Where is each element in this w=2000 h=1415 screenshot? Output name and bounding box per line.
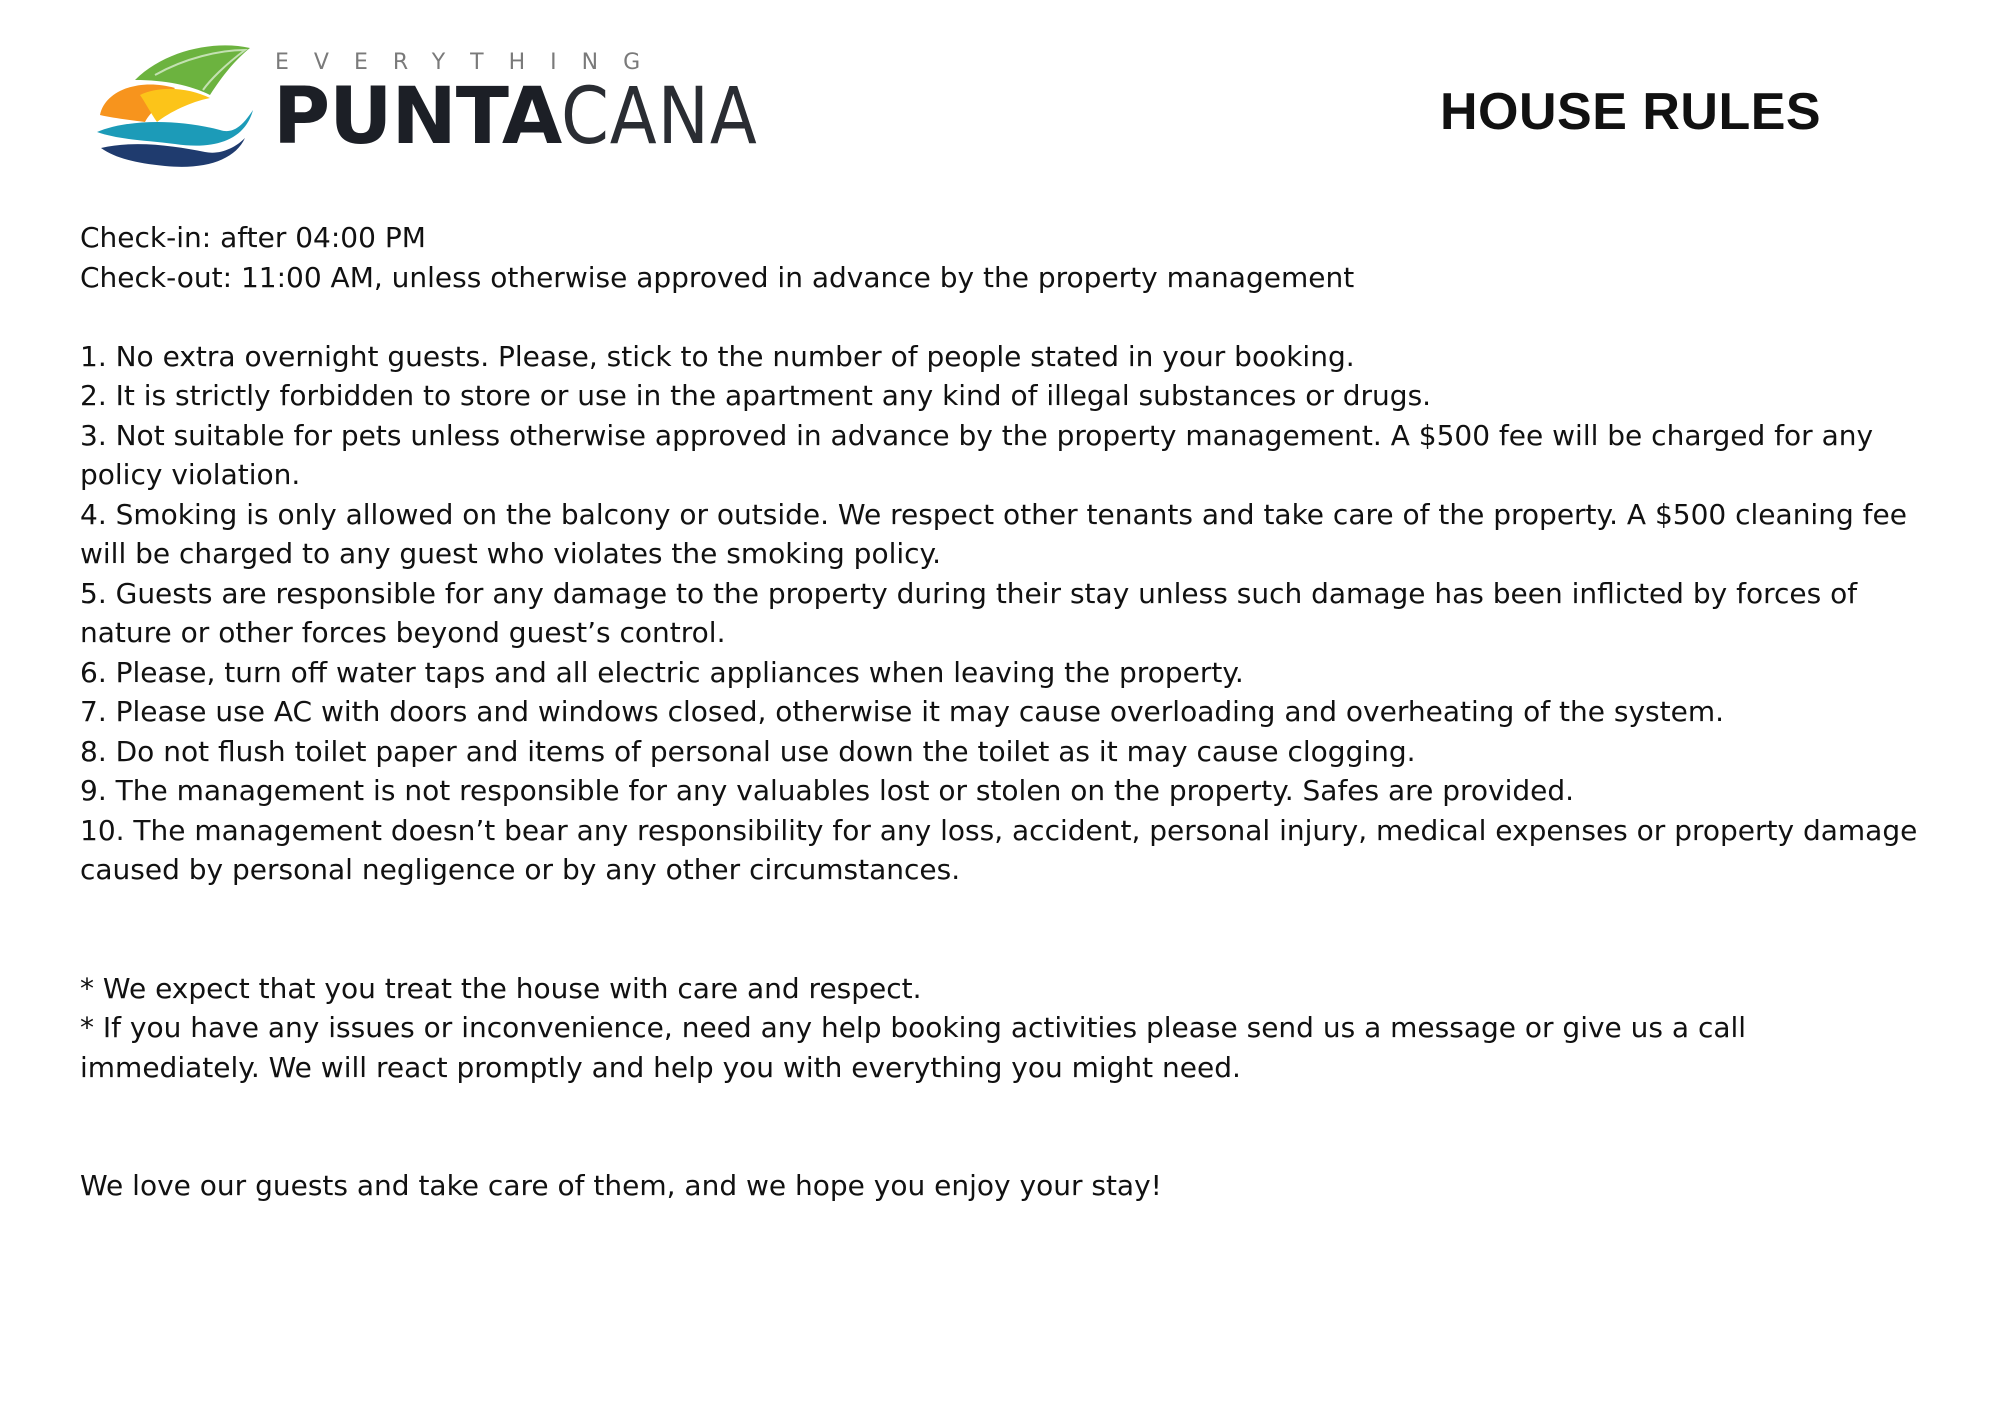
note-item: * We expect that you treat the house with care and respect. xyxy=(80,971,922,1005)
closing-text: We love our guests and take care of them, and we hope you enjoy your stay! xyxy=(80,1169,1162,1202)
checkout-text: Check-out: 11:00 AM, unless otherwise approved in advance by the property management xyxy=(80,260,1355,294)
rule-item: 1. No extra overnight guests. Please, stick to the number of people stated in your booking. xyxy=(80,339,1355,373)
spacer xyxy=(80,890,1930,969)
note-item: * If you have any issues or inconvenience, need any help booking activities please send us a message or give us a call immediately. We will react promptly and help you with everything you might need. xyxy=(80,1011,1747,1084)
rule-item: 3. Not suitable for pets unless otherwise approved in advance by the property management. A $500 fee will be charged for any policy violation. xyxy=(80,418,1874,491)
everything-punta-cana-logo xyxy=(95,40,759,175)
logo-tagline: EVERYTHING xyxy=(275,50,666,75)
logo-wordmark-bold: PUNTA xyxy=(273,72,562,162)
logo-wordmark xyxy=(273,72,785,162)
palm-sunset-logo-icon xyxy=(95,40,255,170)
page-title: HOUSE RULES xyxy=(1440,83,1822,141)
rule-item: 8. Do not flush toilet paper and items of personal use down the toilet as it may cause clogging. xyxy=(80,734,1416,768)
house-rules-body xyxy=(80,218,1930,1206)
logo-wordmark-light: CANA xyxy=(561,72,759,162)
rule-item: 5. Guests are responsible for any damage to the property during their stay unless such damage has been inflicted by forces of nature or other forces beyond guest’s control. xyxy=(80,576,1858,649)
rule-item: 7. Please use AC with doors and windows closed, otherwise it may cause overloading and overheating of the system. xyxy=(80,695,1725,728)
rule-item: 6. Please, turn off water taps and all electric appliances when leaving the property. xyxy=(80,655,1244,689)
rule-item: 4. Smoking is only allowed on the balcony or outside. We respect other tenants and take care of the property. A $500 cleaning fee will be charged to any guest who violates the smoking policy. xyxy=(80,497,1907,570)
rule-item: 10. The management doesn’t bear any responsibility for any loss, accident, personal injury, medical expenses or property damage caused by personal negligence or by any other circumstances. xyxy=(80,813,1918,886)
rule-item: 9. The management is not responsible for any valuables lost or stolen on the property. Safes are provided. xyxy=(80,774,1575,807)
header xyxy=(0,0,2000,200)
spacer xyxy=(80,297,1930,337)
checkin-text: Check-in: after 04:00 PM xyxy=(80,221,426,254)
spacer xyxy=(80,1087,1930,1166)
rule-item: 2. It is strictly forbidden to store or use in the apartment any kind of illegal substances or drugs. xyxy=(80,379,1432,412)
